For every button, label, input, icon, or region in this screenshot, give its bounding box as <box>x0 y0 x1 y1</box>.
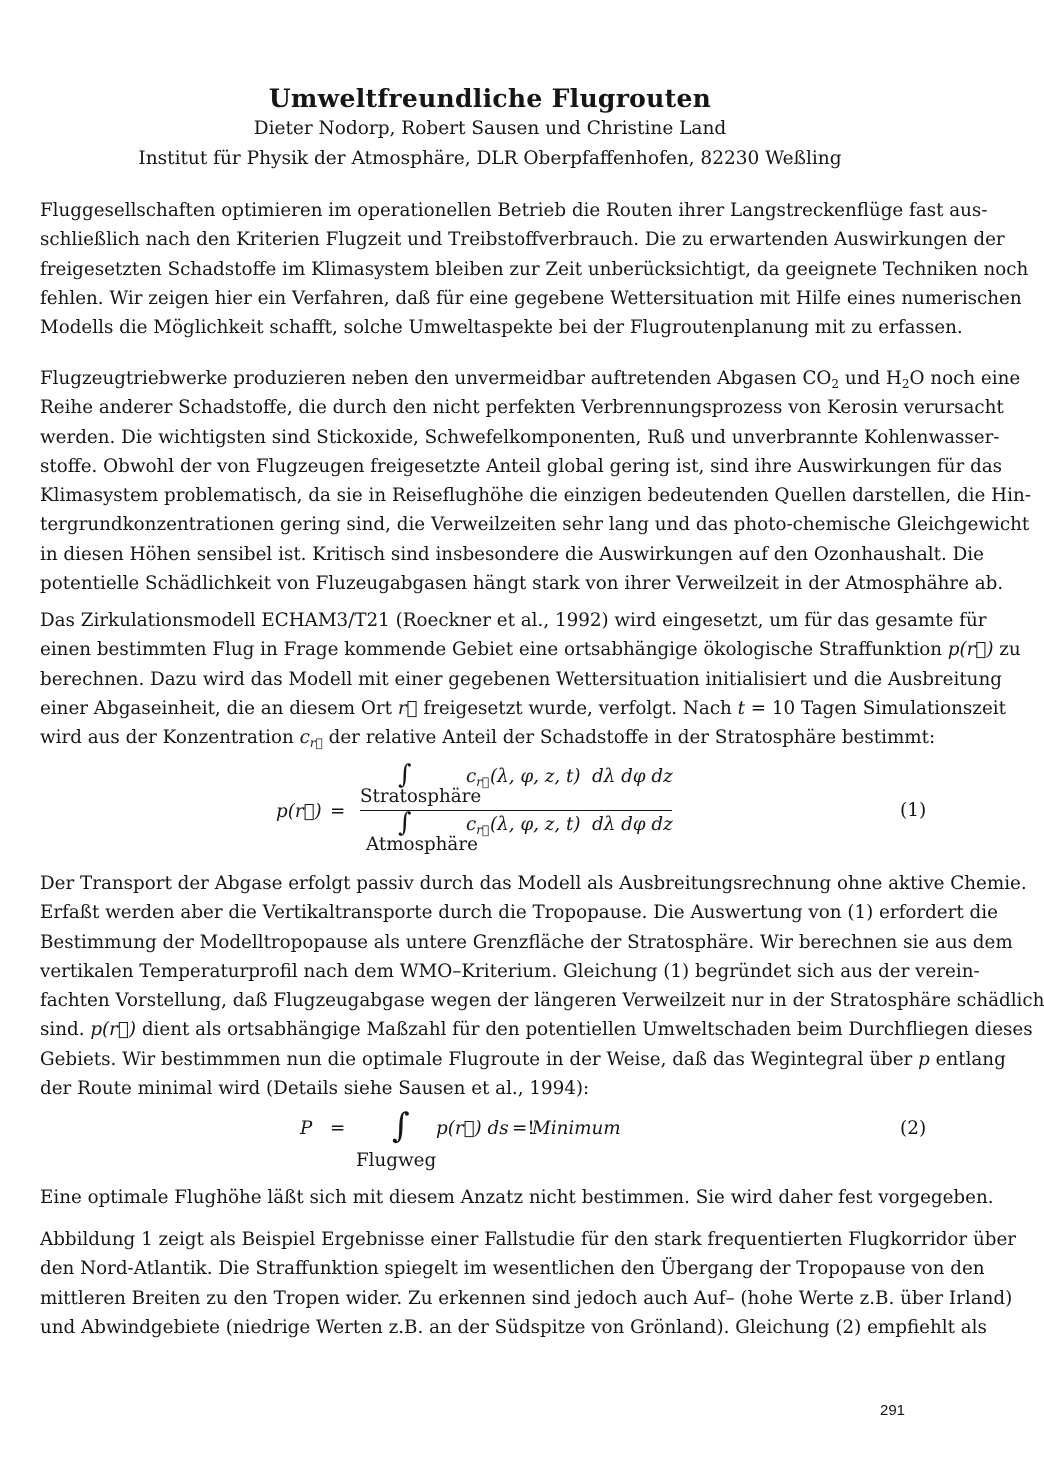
paragraph-intro <box>40 196 1029 342</box>
eq1-upper-domain: Stratosphäre <box>360 786 482 807</box>
text-line: Flugzeugtriebwerke produzieren neben den unvermeidbar auftretenden Abgasen $CO_2$ und $H_2O$ noch eine <box>40 368 1021 391</box>
text-line: stoffe. Obwohl der von Flugzeugen freigesetzte Anteil global gering ist, sind ihre Auswirkungen für das <box>40 455 1003 477</box>
text-line: vertikalen Temperaturprofil nach dem WMO–Kriterium. Gleichung (1) begründet sich aus der verein- <box>40 960 980 982</box>
paragraph-results <box>40 1225 1017 1342</box>
text-line: der Route minimal wird (Details siehe Sausen et al., 1994): <box>40 1078 590 1100</box>
paragraph-emissions <box>40 364 1031 598</box>
text-line: Das Zirkulationsmodell ECHAM3/T21 (Roeckner et al., 1992) wird eingesetzt, um für das gesamte für <box>40 610 987 631</box>
eq1-differentials: dλ dφ dz <box>592 766 673 787</box>
paper-title: Umweltfreundliche Flugrouten <box>268 84 712 113</box>
text-line: fehlen. Wir zeigen hier ein Verfahren, daß für eine gegebene Wettersituation mit Hilfe eines numerischen <box>40 287 1022 309</box>
text-line: tergrundkonzentrationen gering sind, die Verweilzeiten sehr lang und das photo-chemische Gleichgewicht <box>40 514 1030 536</box>
text-line: in diesen Höhen sensibel ist. Kritisch sind insbesondere die Auswirkungen auf den Ozonhaushalt. Die <box>40 543 984 565</box>
text-line: Erfaßt werden aber die Vertikaltransporte durch die Tropopause. Die Auswertung von (1) erfordert die <box>40 902 998 924</box>
text-line: potentielle Schädlichkeit von Fluzeugabgasen hängt stark von ihrer Verweilzeit in der Atmosphähre ab. <box>40 573 1004 595</box>
paragraph-model <box>40 606 1021 752</box>
affiliation: Institut für Physik der Atmosphäre, DLR Oberpfaffenhofen, 82230 Weßling <box>138 148 842 169</box>
eq1-differentials: dλ dφ dz <box>592 814 673 835</box>
text-line: mittleren Breiten zu den Tropen wider. Zu erkennen sind jedoch auch Auf– (hohe Werte z.B. über Irland) <box>40 1287 1013 1309</box>
author-list: Dieter Nodorp, Robert Sausen und Christine Land <box>253 118 727 139</box>
text-line: berechnen. Dazu wird das Modell mit einer gegebenen Wettersituation initialisiert und die Ausbreitung <box>40 668 1002 690</box>
text-line: Reihe anderer Schadstoffe, die durch den nicht perfekten Verbrennungsprozess von Kerosin verursacht <box>40 397 1004 419</box>
eq2-domain: Flugweg <box>356 1150 437 1171</box>
equation-number: (2) <box>900 1118 927 1139</box>
eq1-args: (λ, φ, z, t) <box>490 814 581 835</box>
text-line: schließlich nach den Kriterien Flugzeit und Treibstoffverbrauch. Die zu erwartenden Auswirkungen der <box>40 229 1005 251</box>
text-line: freigesetzten Schadstoffe im Klimasystem bleiben zur Zeit unberücksichtigt, da geeignete Techniken noch <box>40 258 1029 280</box>
text-line: fachten Vorstellung, daß Flugzeugabgase wegen der längeren Verweilzeit nur in der Stratosphäre schädlich <box>40 990 1044 1012</box>
paragraph-transport <box>40 869 1044 1103</box>
text-line: Eine optimale Flughöhe läßt sich mit diesem Anzatz nicht bestimmen. Sie wird daher fest vorgegeben. <box>40 1187 994 1208</box>
eq1-lhs: p(r⃗) <box>276 801 322 822</box>
equation-number: (1) <box>900 800 927 821</box>
text-line: Bestimmung der Modelltropopause als untere Grenzfläche der Stratosphäre. Wir berechnen sie aus dem <box>40 931 1013 953</box>
text-line: Abbildung 1 zeigt als Beispiel Ergebnisse einer Fallstudie für den stark frequentierten Flugkorridor über <box>40 1229 1017 1250</box>
integral-sign: ∫ <box>398 808 412 838</box>
text-line: den Nord-Atlantik. Die Straffunktion spiegelt im wesentlichen den Übergang der Tropopause von den <box>40 1258 985 1280</box>
eq2-integrand: p(r⃗) ds <box>436 1118 509 1139</box>
eq2-relation: =! <box>512 1118 535 1139</box>
eq2-rhs: Minimum <box>532 1118 621 1139</box>
text-line: Klimasystem problematisch, da sie in Reiseflughöhe die einzigen bedeutenden Quellen darstellen, die Hin- <box>40 485 1031 507</box>
text-line: Modells die Möglichkeit schafft, solche Umweltaspekte bei der Flugroutenplanung mit zu erfassen. <box>40 317 963 339</box>
eq2-lhs: P <box>300 1118 313 1139</box>
text-line: einer Abgaseinheit, die an diesem Ort r⃗ freigesetzt wurde, verfolgt. Nach t = 10 Tagen Simulationszeit <box>40 697 1006 719</box>
integral-sign: ∫ <box>398 760 412 790</box>
paragraph-altitude <box>40 1183 994 1212</box>
eq1-equals: = <box>330 801 346 822</box>
eq2-equals: = <box>330 1118 346 1139</box>
text-line: einen bestimmten Flug in Frage kommende Gebiet eine ortsabhängige ökologische Straffunktion p(r⃗) zu <box>40 639 1021 661</box>
text-line: Der Transport der Abgase erfolgt passiv durch das Modell als Ausbreitungsrechnung ohne aktive Chemie. <box>40 873 1027 894</box>
integral-sign: ∫ <box>392 1106 410 1146</box>
text-line: wird aus der Konzentration $c_{r⃗}$ der relative Anteil der Schadstoffe in der Stratosphäre bestimmt: <box>40 727 936 751</box>
text-line: werden. Die wichtigsten sind Stickoxide, Schwefelkomponenten, Ruß und unverbrannte Kohlenwasser- <box>40 426 1000 448</box>
text-line: Fluggesellschaften optimieren im operationellen Betrieb die Routen ihrer Langstreckenflüge fast aus- <box>40 200 988 221</box>
eq1-integrand: $c_{r⃗}$ <box>466 814 490 837</box>
eq1-integrand: $c_{r⃗}$ <box>466 766 490 789</box>
text-line: und Abwindgebiete (niedrige Werten z.B. an der Südspitze von Grönland). Gleichung (2) empfiehlt als <box>40 1316 987 1338</box>
page-number: 291 <box>880 1402 906 1419</box>
eq1-lower-domain: Atmosphäre <box>366 834 478 855</box>
text-line: sind. p(r⃗) dient als ortsabhängige Maßzahl für den potentiellen Umweltschaden beim Durchfliegen dieses <box>40 1019 1033 1041</box>
text-line: Gebiets. Wir bestimmmen nun die optimale Flugroute in der Weise, daß das Wegintegral über p entlang <box>40 1048 1006 1070</box>
eq1-args: (λ, φ, z, t) <box>490 766 581 787</box>
